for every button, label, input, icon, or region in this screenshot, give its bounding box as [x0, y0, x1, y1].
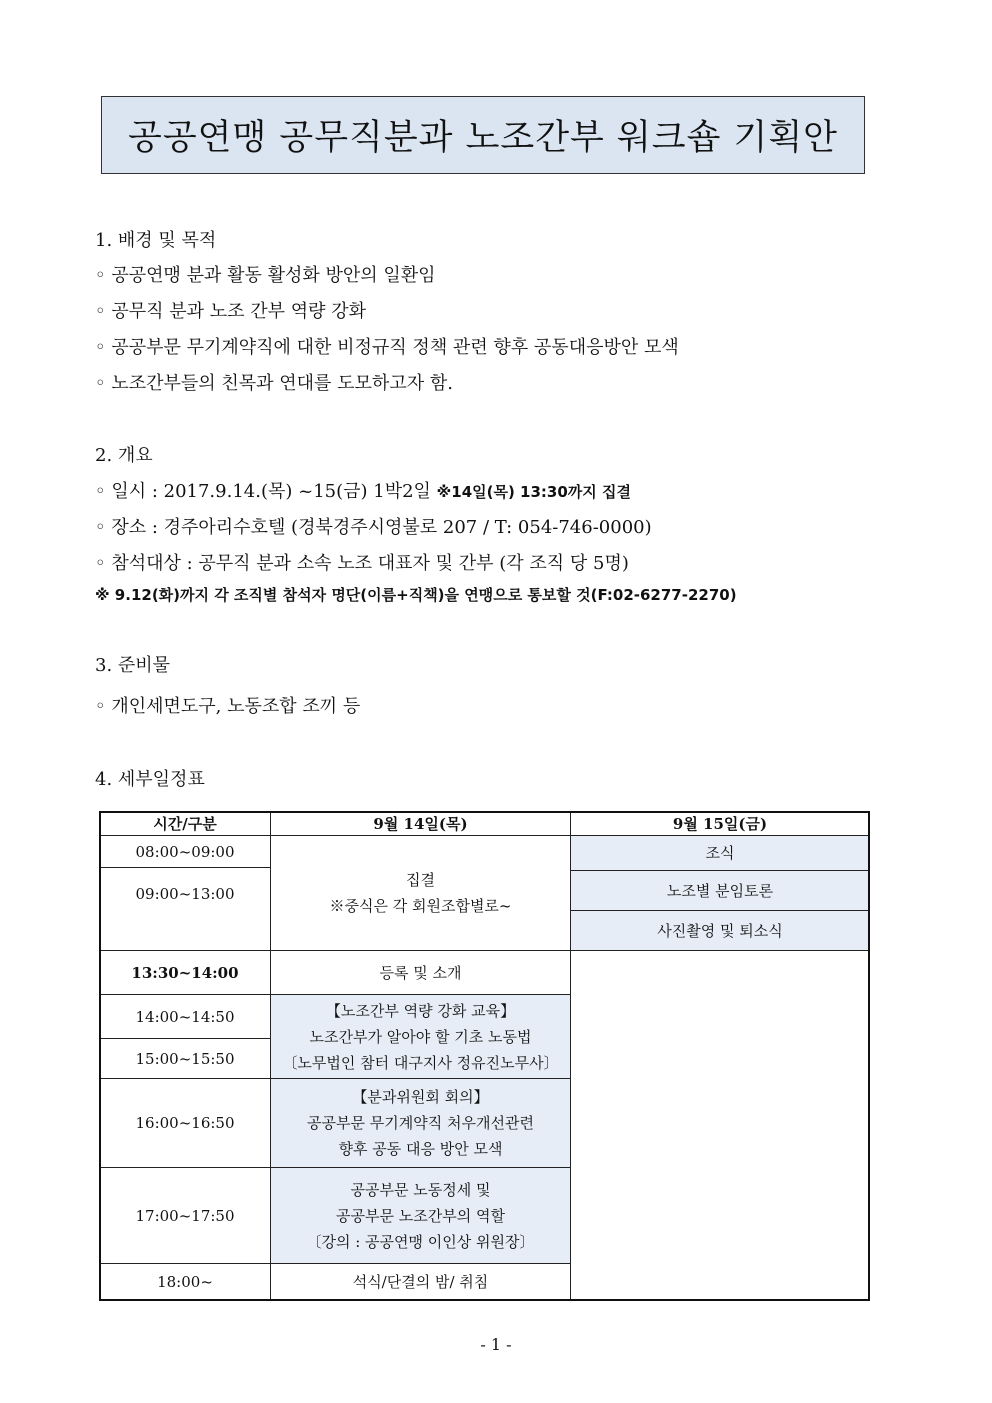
section-2-heading: 2. 개요 [95, 445, 153, 466]
time-cell: 15:00~15:50 [99, 1038, 271, 1079]
time-cell: 14:00~14:50 [99, 994, 271, 1039]
time-cell: 17:00~17:50 [99, 1167, 271, 1264]
time-cell [99, 867, 271, 951]
committee-cell [270, 1078, 571, 1168]
attendees-line: ◦ 참석대상 : 공무직 분과 소속 노조 대표자 및 간부 (각 조직 당 5명) [95, 553, 629, 574]
time-cell: 08:00~09:00 [99, 835, 271, 868]
gather-note: ※중식은 각 회원조합별로~ [329, 897, 512, 915]
dinner-cell: 석식/단결의 밤/ 취침 [270, 1263, 571, 1301]
register-cell: 등록 및 소개 [270, 950, 571, 995]
education-lecturer: 〔노무법인 참터 대구지사 정유진노무사〕 [282, 1053, 559, 1072]
education-cell [270, 994, 571, 1079]
committee-title: 【분과위원회 회의】 [352, 1088, 489, 1106]
section-1-item: ◦ 공무직 분과 노조 간부 역량 강화 [95, 301, 366, 322]
header-day2: 9월 15일(금) [570, 811, 870, 836]
lecture-cell [270, 1167, 571, 1264]
time-text: 09:00~13:00 [135, 885, 235, 903]
time-cell: 13:30~14:00 [99, 950, 271, 995]
lecture-speaker: 〔강의 : 공공연맹 이인상 위원장〕 [306, 1232, 535, 1251]
section-1-item: ◦ 공공연맹 분과 활동 활성화 방안의 일환임 [95, 265, 436, 286]
empty-cell [570, 950, 870, 1301]
document-title-box [101, 96, 865, 174]
section-1-item: ◦ 공공부문 무기계약직에 대한 비정규직 정책 관련 향후 공동대응방안 모색 [95, 337, 679, 358]
gather-cell [270, 835, 571, 951]
lecture-topic: 공공부문 노조간부의 역할 [336, 1206, 505, 1225]
committee-topic: 공공부문 무기계약직 처우개선관련 [307, 1114, 534, 1132]
page-number: - 1 - [480, 1335, 512, 1354]
education-topic: 노조간부가 알아야 할 기초 노동법 [309, 1027, 532, 1046]
gather-title: 집결 [406, 871, 435, 889]
section-3-heading: 3. 준비물 [95, 655, 171, 676]
registration-notice: ※ 9.12(화)까지 각 조직별 참석자 명단(이름+직책)을 연맹으로 통보할 것(F:02-6277-2270) [95, 586, 737, 604]
section-1-item: ◦ 노조간부들의 친목과 연대를 도모하고자 함. [95, 373, 453, 394]
date-note: ※14일(목) 13:30까지 집결 [436, 483, 631, 501]
place-line: ◦ 장소 : 경주아리수호텔 (경북경주시영불로 207 / T: 054-746-0000) [95, 517, 652, 538]
header-time: 시간/구분 [99, 811, 271, 836]
discussion-cell: 노조별 분임토론 [570, 870, 870, 911]
header-day1: 9월 14일(목) [270, 811, 571, 836]
section-4-heading: 4. 세부일정표 [95, 769, 205, 790]
education-title: 【노조간부 역량 강화 교육】 [325, 1001, 516, 1020]
closing-cell: 사진촬영 및 퇴소식 [570, 910, 870, 951]
committee-topic: 향후 공동 대응 방안 모색 [338, 1140, 503, 1158]
section-1-heading: 1. 배경 및 목적 [95, 230, 217, 251]
lecture-topic: 공공부문 노동정세 및 [350, 1180, 491, 1199]
time-cell: 18:00~ [99, 1263, 271, 1301]
breakfast-cell: 조식 [570, 835, 870, 871]
date-text: ◦ 일시 : 2017.9.14.(목) ~15(금) 1박2일 [95, 481, 431, 502]
date-line [95, 477, 631, 503]
time-cell: 16:00~16:50 [99, 1078, 271, 1168]
supplies-item: ◦ 개인세면도구, 노동조합 조끼 등 [95, 696, 361, 717]
document-title: 공공연맹 공무직분과 노조간부 워크숍 기획안 [128, 118, 838, 158]
